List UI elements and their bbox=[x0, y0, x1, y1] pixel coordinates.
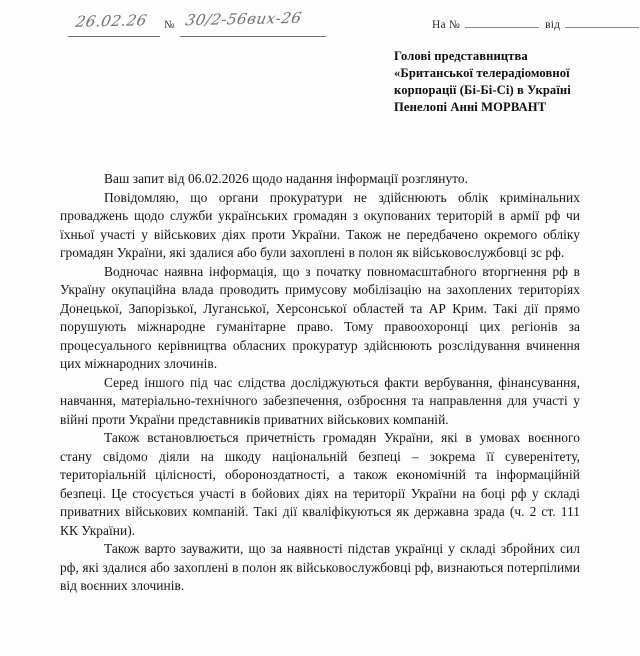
number-symbol: № bbox=[164, 19, 175, 31]
registration-date-rule bbox=[68, 36, 160, 37]
body-paragraph: Також варто зауважити, що за наявності підстав українці у складі збройних сил рф, які здалися або захоплені в полон як військовослужбовці рф, визнаються потерпілими від воєнних злочинів. bbox=[60, 541, 580, 593]
reply-reference-date-label: від bbox=[545, 19, 561, 31]
body-paragraph: Водночас наявна інформація, що з початку повномасштабного вторгнення рф в Україну окупаційна влада проводить примусову мобілізацію на захоплених територіях Донецької, Запорізької, Луганської, Херсонської областей та АР Крим. Такі дії прямо порушують міжнародне гуманітарне право. Тому правоохоронці цих регіонів за процесуального керівництва обласних прокуратур здійснюють розслідування вчинення цих міжнародних злочинів. bbox=[60, 263, 580, 371]
addressee-line-3: корпорації (Бі-Бі-Сі) в Україні bbox=[394, 83, 571, 97]
addressee-line-1: Голові представництва bbox=[394, 49, 528, 63]
registration-number-rule bbox=[180, 36, 326, 37]
addressee-line-2: «Британської телерадіомовної bbox=[394, 66, 570, 80]
reply-reference-line bbox=[432, 18, 639, 31]
letter-body bbox=[60, 170, 580, 596]
addressee-line-4: Пенелопі Анні МОРВАНТ bbox=[394, 100, 547, 114]
addressee-block bbox=[394, 48, 640, 116]
body-paragraph: Повідомляю, що органи прокуратури не здійснюють облік кримінальних проваджень щодо служби українських громадян з окупованих територій в армії рф чи їхньої участі у військових діях проти України. Також не передбачено окремого обліку громадян України, які здалися або були захоплені в полон як військовослужбовці зс рф. bbox=[60, 189, 580, 260]
reply-reference-date-blank bbox=[565, 18, 639, 28]
body-paragraph: Також встановлюється причетність громадян України, які в умовах воєнного стану свідомо діяли на шкоду національній безпеці – зокрема її суверенітету, територіальній цілісності, обороноздатності, а також економічній та інформаційній безпеці. Це стосується участі в бойових діях на території України на боці рф у складі приватних військових компаній. Такі дії кваліфікуються як державна зрада (ч. 2 ст. 111 КК України). bbox=[60, 430, 580, 538]
reply-reference-number-blank bbox=[465, 18, 539, 28]
reply-reference-number-label: На № bbox=[432, 19, 461, 31]
registration-block bbox=[68, 10, 368, 42]
letter-header bbox=[0, 0, 640, 140]
registration-number-handwritten: 30/2-56вих-26 bbox=[184, 8, 304, 30]
body-paragraph: Серед іншого під час слідства досліджуються факти вербування, фінансування, навчання, матеріально-технічного забезпечення, озброєння та направлення для участі у війні проти України представників приватних військових компаній. bbox=[60, 374, 580, 427]
body-paragraph: Ваш запит від 06.02.2026 щодо надання інформації розглянуто. bbox=[104, 171, 469, 186]
registration-date-handwritten: 26.02.26 bbox=[74, 11, 149, 31]
